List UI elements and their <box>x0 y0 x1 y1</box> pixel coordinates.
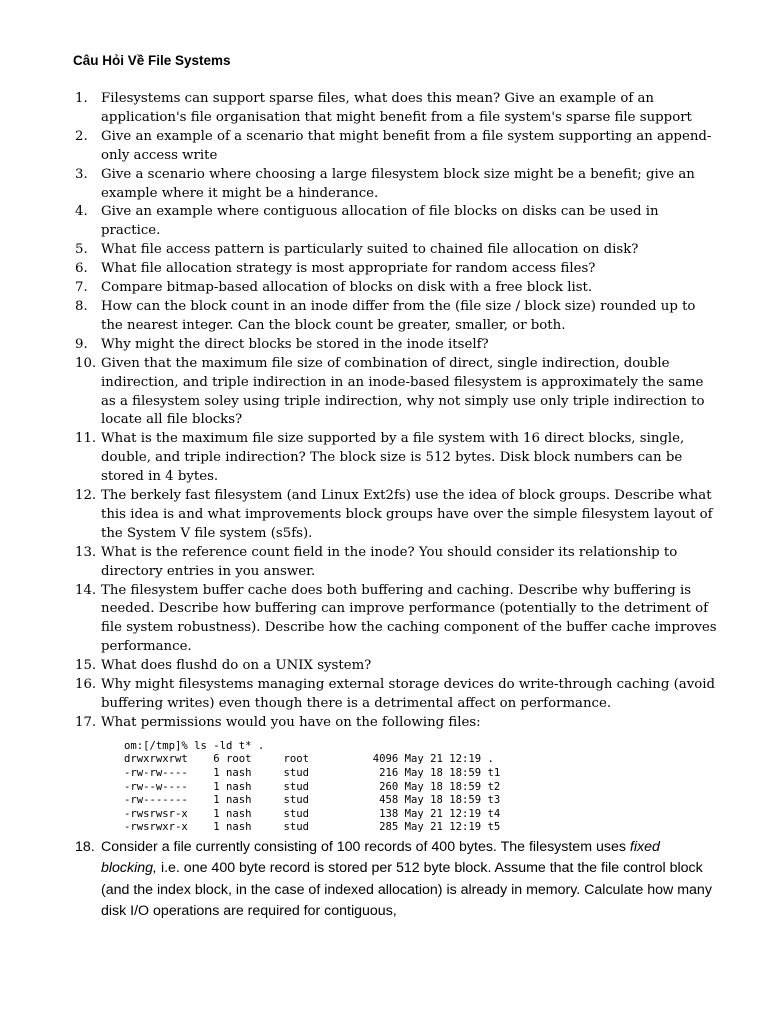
question-number: 12. <box>75 488 97 504</box>
question-item-1 <box>73 90 719 128</box>
terminal-row: -rwsrwsr-x 1 nash stud 138 May 21 12:19 t4 <box>124 807 501 820</box>
question-item-7 <box>73 279 719 298</box>
question-text: Give a scenario where choosing a large filesystem block size might be a benefit; give an example where it might be a hinderance. <box>101 166 695 201</box>
question-text: The berkely fast filesystem (and Linux Ext2fs) use the idea of block groups. Describe what this idea is and what improvements block groups have over the simple filesystem layout of the System V file system (s5fs). <box>101 488 713 541</box>
question-number: 3. <box>75 166 88 182</box>
terminal-prompt: om:[/tmp]% ls -ld t* . <box>124 739 265 752</box>
question-number: 2. <box>75 128 88 144</box>
emphasis-text: fixed blocking, <box>101 838 660 877</box>
question-number: 14. <box>75 582 97 598</box>
terminal-row: -rw------- 1 nash stud 458 May 18 18:59 t3 <box>124 794 501 807</box>
question-item-6 <box>73 260 719 279</box>
question-number: 11. <box>75 431 97 447</box>
question-item-11 <box>73 430 719 487</box>
question-text: What is the reference count field in the inode? You should consider its relationship to directory entries in you answer. <box>101 544 678 579</box>
question-text: Given that the maximum file size of combination of direct, single indirection, double indirection, and triple indirection in an inode-based filesystem is approximately the same as a filesystem soley using triple indirection, why not simply use only triple indirection to locate all file blocks? <box>101 355 705 428</box>
question-text-part: i.e. one 400 byte record is stored per 512 byte block. Assume that the file control block (and the index block, in the case of indexed allocation) is already in memory. Calculate how many disk I/O operations are required for contiguous, <box>101 860 712 920</box>
question-text: Compare bitmap-based allocation of blocks on disk with a free block list. <box>101 280 593 296</box>
question-text: Give an example where contiguous allocation of file blocks on disks can be used in practice. <box>101 204 659 239</box>
question-text: What does flushd do on a UNIX system? <box>101 658 372 674</box>
question-item-9 <box>73 336 719 355</box>
question-number: 18. <box>75 838 95 855</box>
question-list <box>73 90 719 923</box>
question-item-15 <box>73 657 719 676</box>
question-text-part: Consider a file currently consisting of 100 records of 400 bytes. The filesystem uses <box>101 838 630 855</box>
question-number: 7. <box>75 280 88 296</box>
question-number: 6. <box>75 261 88 277</box>
question-item-13 <box>73 544 719 582</box>
question-number: 15. <box>75 658 97 674</box>
question-item-16 <box>73 676 719 714</box>
question-text: How can the block count in an inode differ from the (file size / block size) rounded up to the nearest integer. Can the block count be greater, smaller, or both. <box>101 298 696 333</box>
question-number: 9. <box>75 336 88 352</box>
question-number: 17. <box>75 714 97 730</box>
question-text: The filesystem buffer cache does both buffering and caching. Describe why buffering is needed. Describe how buffering can improve performance (potentially to the detriment of file system robustness). Describe how the caching component of the buffer cache improves performance. <box>101 582 717 655</box>
question-text <box>101 837 719 923</box>
question-item-2 <box>73 128 719 166</box>
terminal-row: drwxrwxrwt 6 root root 4096 May 21 12:19 . <box>124 753 494 766</box>
question-item-18 <box>73 837 719 923</box>
question-text: What file allocation strategy is most appropriate for random access files? <box>101 261 596 277</box>
terminal-row: -rw-rw---- 1 nash stud 216 May 18 18:59 t1 <box>124 767 501 779</box>
question-number: 1. <box>75 91 88 106</box>
question-number: 13. <box>75 544 97 560</box>
page-title: Câu Hỏi Về File Systems <box>73 53 231 68</box>
question-item-5 <box>73 241 719 260</box>
question-item-8 <box>73 298 719 336</box>
question-text: Why might filesystems managing external storage devices do write-through caching (avoid buffering writes) even though there is a detrimental affect on performance. <box>101 677 715 711</box>
question-text: Give an example of a scenario that might benefit from a file system supporting an append-only access write <box>101 128 712 163</box>
question-text: Why might the direct blocks be stored in the inode itself? <box>101 336 489 352</box>
terminal-row: -rw--w---- 1 nash stud 260 May 18 18:59 t2 <box>124 780 501 793</box>
question-item-17 <box>73 714 719 835</box>
question-text: What is the maximum file size supported by a file system with 16 direct blocks, single, double, and triple indirection? The block size is 512 bytes. Disk block numbers can be stored in 4 bytes. <box>101 431 685 485</box>
question-item-14 <box>73 582 719 658</box>
question-item-3 <box>73 166 719 204</box>
question-text: What file access pattern is particularly suited to chained file allocation on disk? <box>101 242 639 258</box>
question-number: 16. <box>75 677 97 693</box>
question-item-12 <box>73 487 719 544</box>
question-text: What permissions would you have on the following files: <box>101 714 481 730</box>
question-text: Filesystems can support sparse files, what does this mean? Give an example of an application's file organisation that might benefit from a file system's sparse file support <box>101 91 692 125</box>
terminal-listing <box>124 740 719 835</box>
question-item-10 <box>73 355 719 431</box>
question-number: 10. <box>75 355 97 371</box>
question-item-4 <box>73 203 719 241</box>
question-number: 4. <box>75 204 88 220</box>
terminal-row: -rwsrwxr-x 1 nash stud 285 May 21 12:19 t5 <box>124 821 501 834</box>
question-number: 5. <box>75 242 88 258</box>
question-number: 8. <box>75 298 88 314</box>
